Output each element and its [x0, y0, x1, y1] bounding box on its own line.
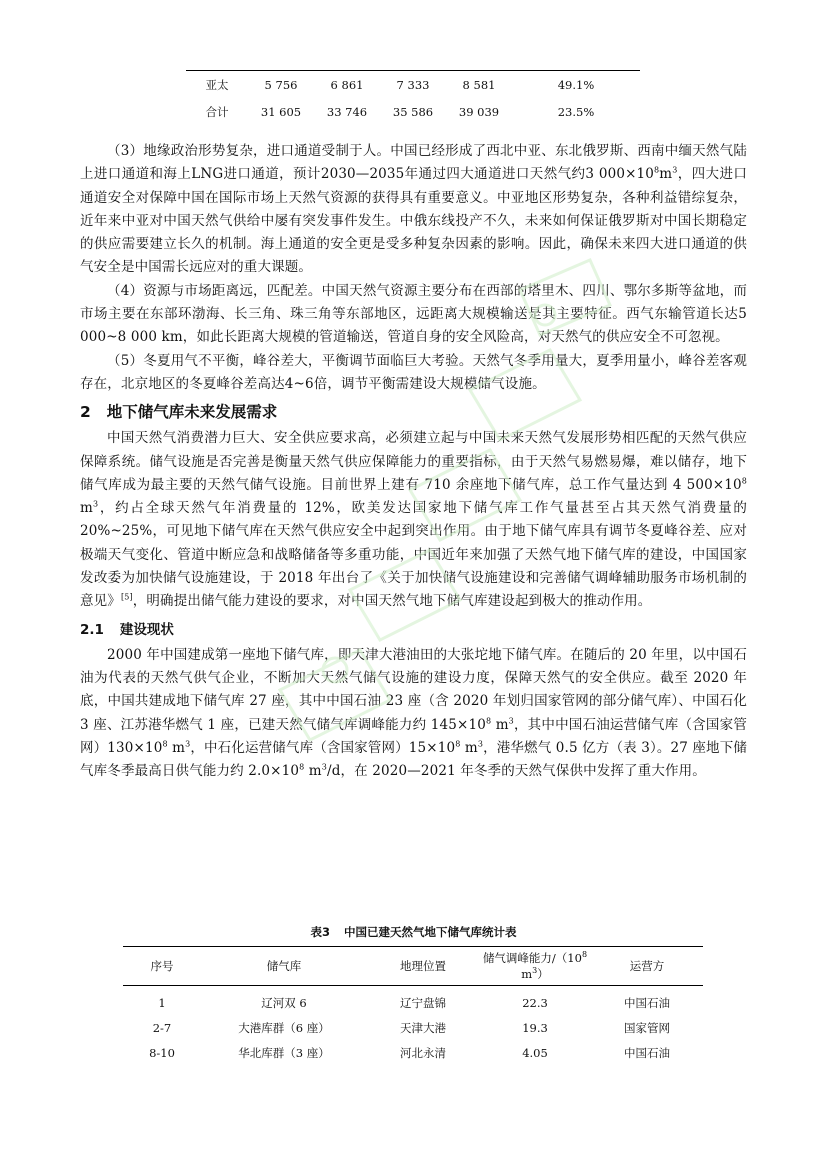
- table-cell: 23.5%: [557, 104, 595, 119]
- table-header-rule: [123, 985, 703, 986]
- table-row: [186, 71, 640, 98]
- paragraph-4: （4）资源与市场距离远，匹配差。中国天然气资源主要分布在西部的塔里木、四川、鄂尔多斯等盆地，而市场主要在东部环渤海、长三角、珠三角等东部地区，远距离大规模输送是其主要特征。西气东输管道长达5 000~8 000 km，如此长距离大规模的管道输送，管道自身的安全风险高，对天然气的供应安全不可忽视。: [80, 282, 747, 346]
- paragraph-construction-status: 2000 年中国建成第一座地下储气库，即天津大港油田的大张坨地下储气库。在随后的 20 年里，以中国石油为代表的天然气供气企业，不断加大天然气储气设施的建设力度，保障天然气的安全供应。截至 2020 年底，中国共建成地下储气库 27 座，其中中国石油 23 座（含 2020 年划归国家管网的部分储气库）、中国石化 3 座、江苏港华燃气 1 座，已建天然气储气库调峰能力约 $145\times 10^8$ $m^3$，其中中国石油运营储气库（含国家管网）$130\times 10^8$ $m^3$，中石化运营储气库（含国家管网）$15\times 10^8$ $m^3$，港华燃气 0.5 亿方（表 3）。27 座地下储气库冬季最高日供气能力约 $2.0\times 10^8$ $m^3/d$，在 2020—2021 年冬季的天然气保供中发挥了重大作用。: [80, 646, 748, 780]
- paragraph-section2-intro: 中国天然气消费潜力巨大、安全供应要求高，必须建立起与中国未来天然气发展形势相匹配的天然气供应保障系统。储气设施是否完善是衡量天然气供应保障能力的重要指标，由于天然气易燃易爆，难以储存，地下储气库成为最主要的天然气储气设施。目前世界上建有 710 余座地下储气库，总工作气量达到 4 $500\times 10^8$ $m^3$，约占全球天然气年消费量的 12%，欧美发达国家地下储气库工作气量甚至占其天然气消费量的 20%~25%，可见地下储气库在天然气供应安全中起到突出作用。由于地下储气库具有调节冬夏峰谷差、应对极端天气变化、管道中断应急和战略储备等多重功能，中国近年来加强了天然气地下储气库的建设，中国国家发改委为加快储气设施建设，于 2018 年出台了《关于加快储气设施建设和完善储气调峰辅助服务市场机制的意见》[5]，明确提出储气能力建设的要求，对中国天然气地下储气库建设起到极大的推动作用。: [80, 430, 747, 610]
- paragraph-3: （3）地缘政治形势复杂，进口通道受制于人。中国已经形成了西北中亚、东北俄罗斯、西南中缅天然气陆上进口通道和海上LNG进口通道，预计2030—2035年通过四大通道进口天然气约3 $000\times 10^8m^3$，四大进口通道安全对保障中国在国际市场上天然气资源的获得具有重要意义。中亚地区形势复杂，各种利益错综复杂，近年来中亚对中国天然气供给中屡有突发事件发生。中俄东线投产不久，未来如何保证俄罗斯对中国长期稳定的供应需要建立长久的机制。海上通道的安全更是受多种复杂因素的影响。因此，确保未来四大进口通道的供气安全是中国需长远应对的重大课题。: [80, 143, 747, 276]
- table-cell: 国家管网: [624, 1020, 670, 1035]
- table-cell: 合计: [205, 104, 229, 119]
- table-header-row: [123, 947, 703, 985]
- column-header: 储气库: [266, 959, 302, 973]
- table-cell: 5 756: [264, 77, 298, 92]
- section-heading-2-1: 2.1 建设现状: [80, 621, 174, 638]
- table-cell: 8-10: [149, 1045, 175, 1060]
- table-cell: 天津大港: [400, 1020, 446, 1035]
- section-heading-2: 2 地下储气库未来发展需求: [80, 403, 278, 422]
- citation[interactable]: [5]: [120, 592, 133, 602]
- column-header: 储气调峰能力$/(10^8$ $m^3$）: [482, 950, 588, 981]
- table-row: [123, 990, 703, 1015]
- table-cell: 河北永清: [400, 1045, 446, 1060]
- top-table: [186, 70, 640, 125]
- table-cell: 22.3: [522, 995, 548, 1010]
- table-3: [123, 946, 703, 1065]
- table-cell: 亚太: [205, 77, 229, 92]
- table-cell: 7 333: [396, 77, 430, 92]
- table-cell: 4.05: [522, 1045, 548, 1060]
- table-row: [123, 1040, 703, 1065]
- table-caption: 表3 中国已建天然气地下储气库统计表: [310, 925, 517, 939]
- table-cell: 19.3: [522, 1020, 548, 1035]
- table-cell: 8 581: [462, 77, 496, 92]
- column-header: 序号: [150, 959, 174, 973]
- table-cell: 中国石油: [624, 995, 670, 1010]
- table-cell: 39 039: [458, 104, 500, 119]
- table-cell: 6 861: [330, 77, 364, 92]
- table-row: [186, 98, 640, 125]
- column-header: 运营方: [629, 959, 665, 973]
- table-cell: 49.1%: [557, 77, 595, 92]
- table-cell: 中国石油: [624, 1045, 670, 1060]
- table-cell: 辽宁盘锦: [400, 995, 446, 1010]
- table-cell: 31 605: [260, 104, 302, 119]
- column-header: 地理位置: [400, 959, 446, 973]
- table-cell: 华北库群（3 座）: [238, 1045, 330, 1060]
- main-text: [80, 140, 747, 783]
- table-cell: 33 746: [326, 104, 368, 119]
- table-cell: 1: [158, 995, 166, 1010]
- paragraph-5: （5）冬夏用气不平衡，峰谷差大，平衡调节面临巨大考验。天然气冬季用量大，夏季用量小，峰谷差客观存在，北京地区的冬夏峰谷差高达4~6倍，调节平衡需建设大规模储气设施。: [80, 352, 747, 392]
- table-cell: 大港库群（6 座）: [238, 1020, 330, 1035]
- table-row: [123, 1015, 703, 1040]
- table-cell: 35 586: [392, 104, 434, 119]
- table-cell: 辽河双 6: [261, 995, 307, 1010]
- table-cell: 2-7: [152, 1020, 172, 1035]
